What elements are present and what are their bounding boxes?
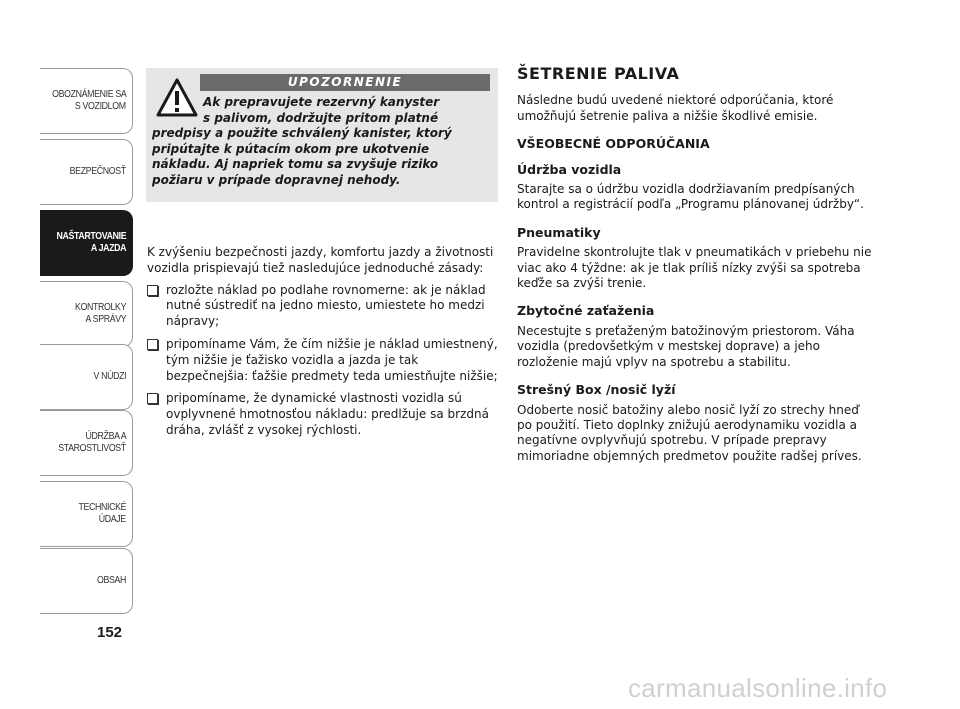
warning-header: UPOZORNENIE — [200, 74, 490, 91]
list-item: pripomíname Vám, že čím nižšie je náklad umiestnený, tým nižšie je ťažisko vozidla a jazda je tak bezpečnejšia: ťažšie predmety teda umiestňujte nižšie; — [147, 337, 502, 384]
item-text: Starajte sa o údržbu vozidla dodržiavaním predpísaných kontrol a registrácií podľa „Programu plánovanej údržby“. — [517, 182, 864, 212]
warning-text: Ak prepravujete rezervný kanyster s palivom, dodržujte pritom platné predpisy a použite schválený kanister, ktorý pripútajte k pútacím okom pre ukotvenie nákladu. Aj napriek tomu sa zvyšuje riziko požiaru v prípade dopravnej nehody. — [152, 95, 452, 187]
tab-v-nudzi[interactable]: V NÚDZI — [40, 344, 133, 410]
list-item: pripomíname, že dynamické vlastnosti vozidla sú ovplyvnené hmotnosťou nákladu: predlžuje sa brzdná dráha, zvlášť z vysokej rýchlosti. — [147, 391, 502, 438]
page-title: ŠETRENIE PALIVA — [517, 64, 680, 83]
page-number: 152 — [97, 624, 123, 641]
item-text: Odoberte nosič batožiny alebo nosič lyží zo strechy hneď po použití. Tieto doplnky znižujú aerodynamiku vozidla a negatívne ovplyvňujú spotrebu. V prípade prepravy mimoriadne objemných predmetov použite radšej príves. — [517, 402, 862, 463]
tab-oboznamenie[interactable]: OBOZNÁMENIE SA S VOZIDLOM — [40, 68, 133, 134]
right-column — [517, 66, 877, 476]
item-text: Necestujte s preťaženým batožinovým priestorom. Váha vozidla (predovšetkým v mestskej doprave) a jeho rozloženie majú vplyv na spotrebu a stabilitu. — [517, 323, 855, 369]
tab-nastartovanie[interactable]: NAŠTARTOVANIE A JAZDA — [40, 210, 133, 276]
tab-kontrolky[interactable]: KONTROLKY A SPRÁVY — [40, 281, 133, 347]
load-rules-list — [147, 283, 502, 439]
warning-box — [146, 68, 498, 202]
left-column — [147, 245, 502, 446]
item-heading: Údržba vozidla — [517, 161, 622, 177]
section-heading: VŠEOBECNÉ ODPORÚČANIA — [517, 136, 710, 152]
tab-obsah[interactable]: OBSAH — [40, 548, 133, 614]
checkbox-bullet-icon — [147, 393, 158, 404]
list-item: rozložte náklad po podlahe rovnomerne: ak je náklad nutné sústrediť na jedno miesto, umiestete ho medzi nápravy; — [147, 283, 502, 330]
checkbox-bullet-icon — [147, 285, 158, 296]
checkbox-bullet-icon — [147, 339, 158, 350]
item-heading: Pneumatiky — [517, 224, 601, 240]
item-text: Pravidelne skontrolujte tlak v pneumatikách v priebehu nie viac ako 4 týždne: ak je tlak príliš nízky zvýši sa spotreba keďže sa zvýši trenie. — [517, 245, 872, 291]
intro-paragraph: Následne budú uvedené niektoré odporúčania, ktoré umožňujú šetrenie paliva a nižšie škodlivé emisie. — [517, 93, 834, 123]
tab-udrzba[interactable]: ÚDRŽBA A STAROSTLIVOSŤ — [40, 410, 133, 476]
tab-technicke-udaje[interactable]: TECHNICKÉ ÚDAJE — [40, 481, 133, 547]
tab-bezpecnost[interactable]: BEZPEČNOSŤ — [40, 139, 133, 205]
item-heading: Strešný Box /nosič lyží — [517, 382, 676, 398]
item-heading: Zbytočné zaťaženia — [517, 303, 655, 319]
watermark: carmanualsonline.info — [628, 673, 888, 703]
load-intro: K zvýšeniu bezpečnosti jazdy, komfortu jazdy a životnosti vozidla prispievajú tiež nasledujúce jednoduché zásady: — [147, 245, 494, 275]
